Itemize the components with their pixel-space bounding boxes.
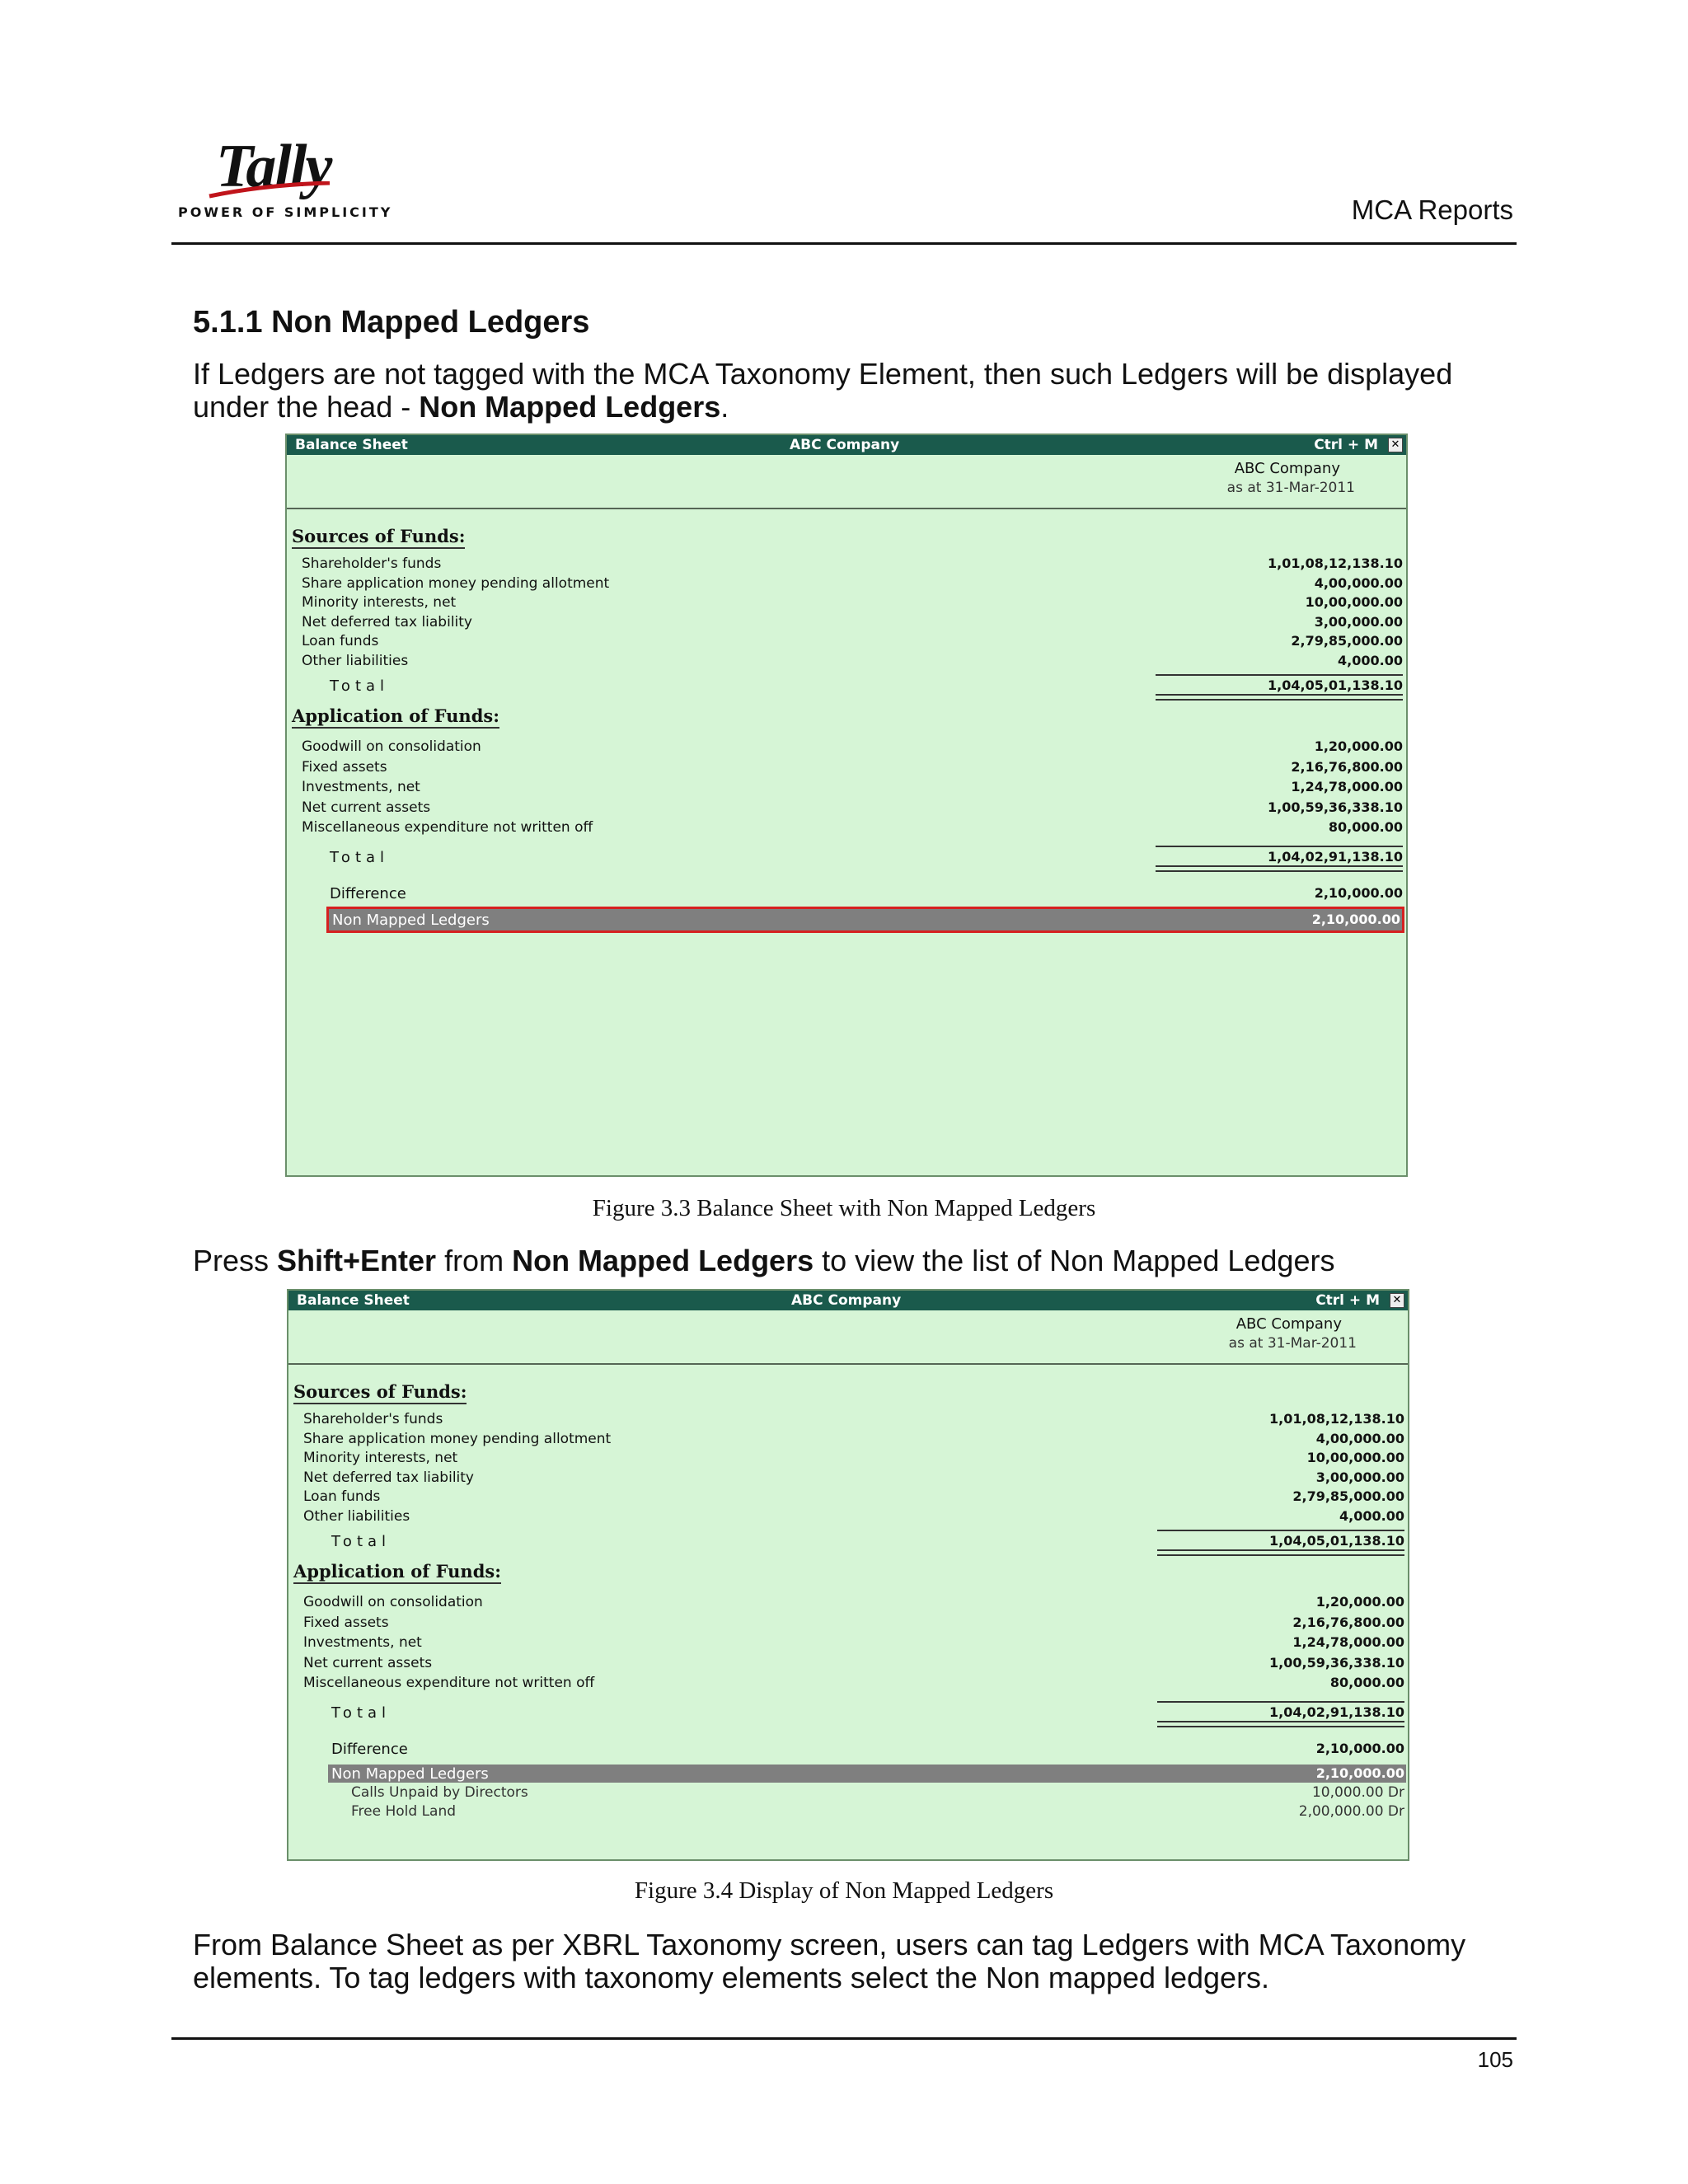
ledger-label: Fixed assets [303, 1614, 389, 1631]
total-label: Total [331, 1704, 392, 1722]
ledger-row[interactable] [302, 757, 1403, 778]
ledger-label: Shareholder's funds [302, 555, 442, 572]
ledger-row[interactable] [302, 818, 1403, 838]
total-label: Total [330, 849, 390, 866]
non-mapped-item[interactable] [351, 1783, 1404, 1802]
ledger-value: 1,01,08,12,138.10 [1268, 555, 1403, 571]
ledger-row[interactable] [302, 612, 1403, 632]
ledger-value: 80,000.00 [1328, 819, 1403, 836]
ledger-value: 4,00,000.00 [1314, 574, 1403, 591]
total-value: 1,04,05,01,138.10 [1268, 677, 1403, 693]
ledger-label: Investments, net [303, 1634, 422, 1652]
instruction-prefix: Press [193, 1244, 278, 1277]
application-heading: Application of Funds: [293, 1561, 501, 1584]
total-rule [1156, 674, 1403, 676]
instruction-middle: from [436, 1244, 513, 1277]
header-title: MCA Reports [1351, 194, 1513, 225]
total-value: 1,04,02,91,138.10 [1268, 849, 1403, 865]
ledger-value: 10,00,000.00 [1306, 1450, 1404, 1465]
ledger-row[interactable] [302, 574, 1403, 593]
screen-titlebar [287, 435, 1406, 455]
screen-title: Balance Sheet [297, 1292, 410, 1309]
ledger-value: 10,00,000.00 [1305, 594, 1403, 610]
ledger-value: 1,01,08,12,138.10 [1269, 1411, 1404, 1427]
ledger-value: 1,24,78,000.00 [1292, 1634, 1404, 1651]
difference-value: 2,10,000.00 [1314, 885, 1403, 901]
ledger-label: Goodwill on consolidation [302, 738, 481, 755]
non-mapped-ledgers-row[interactable] [328, 1765, 1406, 1783]
total-label: Total [331, 1533, 392, 1550]
difference-row [331, 1739, 1404, 1759]
ledger-row[interactable] [303, 1592, 1404, 1613]
total-double-rule [1156, 694, 1403, 701]
non-mapped-item-value: 2,00,000.00 Dr [1298, 1803, 1404, 1820]
difference-value: 2,10,000.00 [1315, 1741, 1404, 1756]
logo-tagline: POWER OF SIMPLICITY [178, 204, 393, 220]
screen-titlebar [288, 1291, 1408, 1310]
total-double-rule [1157, 1549, 1404, 1556]
intro-bold: Non Mapped Ledgers [419, 390, 721, 424]
intro-paragraph [193, 358, 1512, 424]
difference-label: Difference [331, 1741, 408, 1758]
sources-list [302, 554, 1403, 670]
ledger-label: Other liabilities [302, 652, 409, 669]
non-mapped-item[interactable] [351, 1802, 1404, 1821]
ledger-label: Share application money pending allotment [303, 1430, 612, 1447]
close-icon[interactable]: ✕ [1390, 1293, 1404, 1308]
ledger-row[interactable] [303, 1468, 1404, 1488]
total-double-rule [1157, 1721, 1404, 1727]
ledger-row[interactable] [303, 1409, 1404, 1429]
instruction-target: Non Mapped Ledgers [512, 1244, 814, 1277]
ledger-value: 4,000.00 [1339, 1507, 1404, 1524]
balance-sheet-screen-1 [285, 434, 1408, 1177]
ledger-value: 2,79,85,000.00 [1291, 633, 1403, 649]
non-mapped-label: Non Mapped Ledgers [332, 912, 490, 929]
ledger-row[interactable] [302, 554, 1403, 574]
figure-caption-1: Figure 3.3 Balance Sheet with Non Mapped Ledgers [592, 1195, 1096, 1221]
ledger-value: 1,24,78,000.00 [1291, 779, 1403, 795]
footer-rule [171, 2037, 1517, 2040]
application-total [331, 1701, 1404, 1724]
difference-label: Difference [330, 885, 406, 902]
non-mapped-label: Non Mapped Ledgers [331, 1765, 489, 1783]
company-name: ABC Company [1236, 1315, 1342, 1333]
ledger-label: Share application money pending allotment [302, 574, 610, 592]
instruction-suffix: to view the list of Non Mapped Ledgers [814, 1244, 1335, 1277]
ledger-value: 2,79,85,000.00 [1292, 1488, 1404, 1504]
screen-title: Balance Sheet [295, 437, 408, 453]
application-total [330, 846, 1403, 869]
total-rule [1156, 846, 1403, 847]
sources-total [330, 674, 1403, 697]
non-mapped-item-value: 10,000.00 Dr [1311, 1784, 1404, 1801]
non-mapped-value: 2,10,000.00 [1315, 1765, 1404, 1781]
ledger-value: 1,20,000.00 [1315, 1594, 1404, 1610]
ledger-label: Investments, net [302, 779, 420, 796]
ledger-label: Loan funds [303, 1488, 381, 1505]
non-mapped-item-label: Calls Unpaid by Directors [351, 1784, 528, 1801]
total-double-rule [1156, 865, 1403, 872]
ledger-value: 3,00,000.00 [1314, 613, 1403, 630]
intro-end: . [720, 390, 729, 424]
intro-text: If Ledgers are not tagged with the MCA Taxonomy Element, then such Ledgers will be displayed under the head - [193, 357, 1453, 424]
sources-heading: Sources of Funds: [292, 526, 465, 549]
application-list [303, 1592, 1404, 1694]
ledger-row[interactable] [303, 1429, 1404, 1449]
sources-total [331, 1530, 1404, 1553]
screen-company-title: ABC Company [791, 1292, 902, 1309]
ledger-label: Miscellaneous expenditure not written off [303, 1675, 595, 1692]
ledger-row[interactable] [303, 1448, 1404, 1468]
ledger-label: Fixed assets [302, 758, 387, 776]
header-rule [171, 242, 1517, 245]
company-name: ABC Company [1234, 460, 1340, 477]
ctrl-m-shortcut[interactable]: Ctrl + M [1315, 1292, 1380, 1309]
instruction-key: Shift+Enter [277, 1244, 437, 1277]
ledger-row[interactable] [302, 737, 1403, 757]
screen-company-title: ABC Company [790, 437, 900, 453]
total-rule [1157, 1530, 1404, 1531]
ledger-label: Shareholder's funds [303, 1411, 443, 1427]
difference-row [330, 883, 1403, 903]
ledger-value: 1,20,000.00 [1314, 738, 1403, 754]
ledger-label: Miscellaneous expenditure not written off [302, 819, 593, 837]
ledger-value: 2,16,76,800.00 [1292, 1614, 1404, 1630]
sources-list [303, 1409, 1404, 1526]
instruction-paragraph [193, 1244, 1512, 1277]
ledger-row[interactable] [302, 651, 1403, 671]
total-label: Total [330, 677, 390, 695]
sources-heading: Sources of Funds: [293, 1381, 467, 1404]
non-mapped-ledgers-row[interactable] [326, 907, 1404, 933]
ledger-row[interactable] [303, 1633, 1404, 1653]
ledger-value: 3,00,000.00 [1315, 1469, 1404, 1485]
total-rule [1157, 1701, 1404, 1703]
as-at-date: as at 31-Mar-2011 [1226, 480, 1355, 496]
ledger-label: Net deferred tax liability [303, 1469, 474, 1486]
ledger-row[interactable] [302, 631, 1403, 651]
ledger-value: 1,00,59,36,338.10 [1268, 799, 1403, 815]
ledger-label: Net current assets [302, 799, 431, 816]
ledger-label: Other liabilities [303, 1507, 410, 1525]
ledger-label: Net deferred tax liability [302, 613, 472, 630]
ledger-row[interactable] [302, 593, 1403, 612]
report-header [288, 1310, 1408, 1365]
ledger-value: 2,16,76,800.00 [1291, 758, 1403, 775]
tally-logo [175, 132, 393, 223]
ledger-label: Loan funds [302, 633, 379, 649]
page-number: 105 [1477, 2047, 1513, 2072]
ledger-label: Minority interests, net [302, 594, 457, 611]
ledger-row[interactable] [303, 1487, 1404, 1507]
ledger-value: 1,00,59,36,338.10 [1269, 1654, 1404, 1671]
application-heading: Application of Funds: [292, 705, 499, 729]
total-value: 1,04,05,01,138.10 [1269, 1533, 1404, 1549]
ledger-label: Net current assets [303, 1654, 433, 1671]
ledger-row[interactable] [303, 1507, 1404, 1526]
as-at-date: as at 31-Mar-2011 [1228, 1335, 1357, 1352]
total-value: 1,04,02,91,138.10 [1269, 1704, 1404, 1720]
report-header [287, 455, 1406, 509]
ledger-value: 4,000.00 [1338, 652, 1403, 668]
ledger-row[interactable] [302, 798, 1403, 818]
application-list [302, 737, 1403, 838]
ledger-row[interactable] [303, 1653, 1404, 1674]
non-mapped-item-label: Free Hold Land [351, 1803, 457, 1820]
non-mapped-value: 2,10,000.00 [1311, 912, 1400, 927]
ledger-row[interactable] [303, 1673, 1404, 1694]
logo-wordmark: Tally [216, 133, 331, 200]
ledger-value: 80,000.00 [1329, 1675, 1404, 1691]
logo-swoosh-icon [208, 181, 331, 199]
ledger-label: Minority interests, net [303, 1450, 458, 1466]
figure-caption-2: Figure 3.4 Display of Non Mapped Ledgers [634, 1877, 1054, 1904]
ledger-value: 4,00,000.00 [1315, 1430, 1404, 1446]
closing-paragraph: From Balance Sheet as per XBRL Taxonomy screen, users can tag Ledgers with MCA Taxonomy elements. To tag ledgers with taxonomy elements select the Non mapped ledgers. [193, 1928, 1466, 1994]
ledger-row[interactable] [302, 777, 1403, 798]
ledger-label: Goodwill on consolidation [303, 1594, 483, 1610]
balance-sheet-screen-2 [287, 1289, 1409, 1861]
section-title: 5.1.1 Non Mapped Ledgers [193, 305, 590, 340]
ledger-row[interactable] [303, 1613, 1404, 1633]
close-icon[interactable]: ✕ [1388, 438, 1403, 452]
ctrl-m-shortcut[interactable]: Ctrl + M [1314, 437, 1378, 453]
